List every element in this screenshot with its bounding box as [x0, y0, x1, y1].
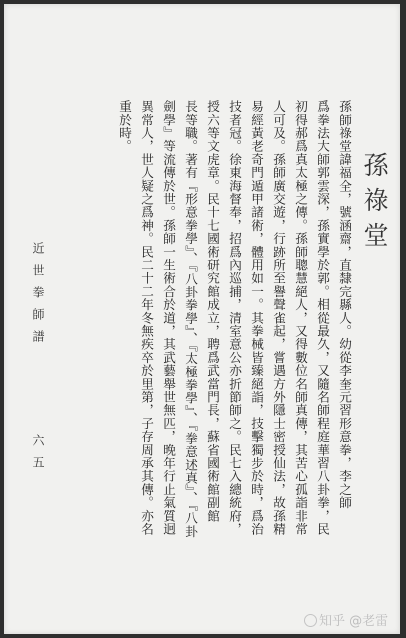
- text-column: 異常人，世人疑之爲神。民二十二年冬無疾卒於里第，子存周承其傳。亦名: [139, 100, 154, 536]
- zhihu-logo-icon: [304, 614, 317, 627]
- text-column: 技者冠。徐東海督奉，招爲內巡捕，清室意公亦折節師之。民七入總統府，: [227, 100, 242, 536]
- text-column: 爲拳法大師郭雲深，孫實學於郭。相從最久，又隨名師程庭華習八卦拳，民: [315, 100, 330, 536]
- text-column: 孫師祿堂諱福全，號涵齋，直隸完縣人。幼從李奎元習形意拳，李之師: [337, 100, 352, 510]
- text-column: 授六等文虎章。民十七國術研究館成立，聘爲武當門長，蘇省國術館副館: [205, 100, 220, 523]
- text-column: 劍學』等流傳於世。孫師一生術合於道，其武藝舉世無匹，晚年行止氣質迥: [161, 100, 176, 536]
- page-number: 六五: [31, 434, 45, 478]
- watermark: [304, 610, 388, 629]
- text-column: 重於時。: [117, 100, 132, 153]
- page-title: 孫祿堂: [360, 152, 389, 257]
- watermark-text: 知乎 @老雷: [319, 614, 389, 629]
- book-page: [4, 4, 400, 634]
- text-column: 易經黃老奇門遁甲諸術，體用如一。其拳械皆臻絕詣，技擊獨步於時，爲治: [249, 100, 264, 536]
- text-column: 初得郝爲真太極之傳。孫師聰慧絕人，又得數位名師真傳，其苦心孤詣非常: [293, 100, 308, 536]
- book-title: 近世拳師譜: [31, 242, 45, 352]
- text-column: 人可及。孫師廣交遊，行跡所至譽聲雀起，嘗遇方外隱士密授仙法，故孫精: [271, 100, 286, 536]
- text-column: 長等職。著有『形意拳學』、『八卦拳學』、『太極拳學』、『拳意述真』、『八卦: [183, 100, 198, 538]
